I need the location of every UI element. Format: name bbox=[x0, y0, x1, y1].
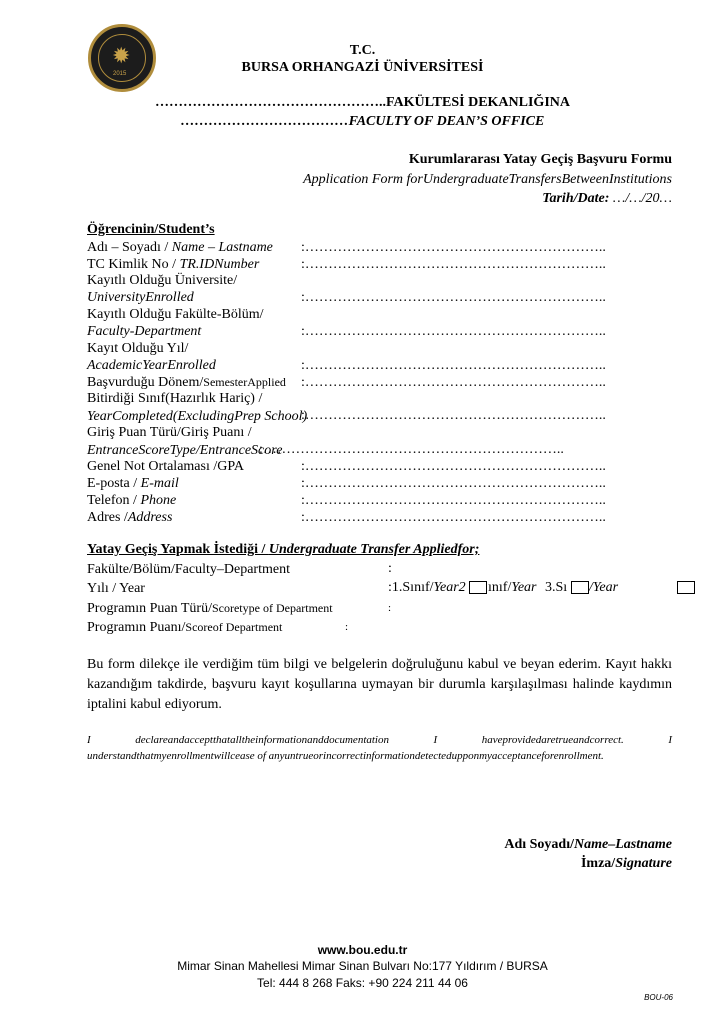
seal-year: 2015 bbox=[113, 71, 127, 77]
transfer-score-colon[interactable]: : bbox=[345, 621, 349, 633]
form-date bbox=[542, 191, 672, 207]
field-phone-tr: Telefon / bbox=[87, 493, 141, 508]
field-semester-tr: Başvurduğu Dönem/ bbox=[87, 375, 204, 390]
transfer-scoretype-colon[interactable]: : bbox=[388, 602, 392, 614]
field-entrance-input[interactable]: :……………………………………………………….. bbox=[259, 442, 564, 457]
field-address-input[interactable]: :……………………………………………………….. bbox=[301, 510, 606, 525]
transfer-heading-tr: Yatay Geçiş Yapmak İstediği / bbox=[87, 542, 269, 557]
year-option-1 bbox=[388, 580, 466, 596]
year-1-checkbox[interactable] bbox=[469, 581, 487, 594]
field-phone-input[interactable]: :……………………………………………………….. bbox=[301, 493, 606, 508]
transfer-faculty-colon[interactable]: : bbox=[388, 561, 392, 576]
footer-address: Mimar Sinan Mahellesi Mimar Sinan Bulvarı No:177 Yıldırım / BURSA bbox=[177, 959, 548, 973]
year-option-3-en: /Year bbox=[589, 580, 619, 595]
date-value: …/…/20… bbox=[609, 191, 672, 206]
field-faculty-input[interactable]: :……………………………………………………….. bbox=[301, 324, 606, 339]
transfer-heading-en: Undergraduate Transfer Appliedfor; bbox=[268, 542, 480, 557]
field-email-tr: E-posta / bbox=[87, 476, 141, 491]
field-address-en: Address bbox=[127, 510, 173, 525]
field-semester bbox=[87, 374, 286, 391]
transfer-score bbox=[87, 619, 282, 636]
declaration-en-line2: understandthatmyenrollmentwillcease of anyuntrueorincorrectinformationdetectedupponmyacceptanceforenrollment. bbox=[87, 750, 604, 762]
footer-website[interactable]: www.bou.edu.tr bbox=[317, 943, 408, 957]
field-phone-en: Phone bbox=[140, 493, 177, 508]
signature-name bbox=[504, 837, 672, 853]
field-semester-input[interactable]: :……………………………………………………….. bbox=[301, 375, 606, 390]
year-option-2-tr: ınıf/ bbox=[488, 580, 512, 595]
field-university-tr: Kayıtlı Olduğu Üniversite/ bbox=[87, 273, 238, 288]
header-faculty-tr: …………………………………………..FAKÜLTESİ DEKANLIĞINA bbox=[155, 95, 570, 110]
year-option-2 bbox=[488, 580, 537, 596]
transfer-faculty-label: Fakülte/Bölüm/Faculty–Department bbox=[87, 562, 290, 577]
field-name bbox=[87, 239, 273, 256]
transfer-scoretype-tr: Programın Puan Türü/ bbox=[87, 601, 212, 616]
signature-name-tr: Adı Soyadı/ bbox=[504, 837, 574, 852]
date-label: Tarih/Date: bbox=[542, 191, 610, 206]
maple-leaf-icon: ✹ bbox=[112, 43, 131, 68]
field-gpa-input[interactable]: :……………………………………………………….. bbox=[301, 459, 606, 474]
signature-name-en: Name–Lastname bbox=[574, 837, 672, 852]
field-year-enrolled-tr: Kayıt Olduğu Yıl/ bbox=[87, 341, 189, 356]
field-tc-id-input[interactable]: :……………………………………………………….. bbox=[301, 257, 606, 272]
field-year-completed-en: YearCompleted(ExcludingPrep School) bbox=[87, 409, 308, 424]
field-name-tr: Adı – Soyadı / bbox=[87, 240, 172, 255]
header-tc: T.C. bbox=[349, 43, 376, 58]
signature-sign-en: Signature bbox=[615, 856, 672, 871]
declaration-tr: Bu form dilekçe ile verdiğim tüm bilgi ve belgelerin doğruluğunu kabul ve beyan ederim. Kayıt hakkı kazandığım takdirde, başvuru kayıt koşullarına uymayan bir durumla karşılaşılması halinde kaydımın iptalini kabul ediyorum. bbox=[87, 657, 672, 712]
field-year-enrolled-en: AcademicYearEnrolled bbox=[87, 358, 216, 373]
field-name-en: Name – Lastname bbox=[171, 240, 273, 255]
field-semester-en: SemesterApplied bbox=[203, 375, 286, 389]
field-university-input[interactable]: :……………………………………………………….. bbox=[301, 290, 606, 305]
year-option-1-tr: :1.Sınıf/ bbox=[388, 580, 434, 595]
transfer-score-tr: Programın Puanı/ bbox=[87, 620, 186, 635]
transfer-scoretype-en: Scoretype of Department bbox=[211, 601, 333, 615]
footer-phone: Tel: 444 8 268 Faks: +90 224 211 44 06 bbox=[257, 976, 468, 990]
field-email-input[interactable]: :……………………………………………………….. bbox=[301, 476, 606, 491]
field-email-en: E-mail bbox=[140, 476, 179, 491]
field-year-enrolled-input[interactable]: :……………………………………………………….. bbox=[301, 358, 606, 373]
transfer-scoretype bbox=[87, 600, 333, 617]
field-entrance-tr: Giriş Puan Türü/Giriş Puanı / bbox=[87, 425, 252, 440]
header-university: BURSA ORHANGAZİ ÜNİVERSİTESİ bbox=[241, 60, 484, 75]
form-title-tr: Kurumlararası Yatay Geçiş Başvuru Formu bbox=[408, 152, 672, 167]
field-tc-id-tr: TC Kimlik No / bbox=[87, 257, 180, 272]
field-university-en: UniversityEnrolled bbox=[87, 290, 194, 305]
field-name-input[interactable]: :……………………………………………………….. bbox=[301, 240, 606, 255]
signature-sign-tr: İmza/ bbox=[580, 856, 616, 871]
field-faculty-en: Faculty-Department bbox=[87, 324, 202, 339]
year-2-checkbox[interactable] bbox=[571, 581, 589, 594]
footer-doc-code: BOU-06 bbox=[644, 993, 673, 1002]
field-gpa: Genel Not Ortalaması /GPA bbox=[87, 459, 244, 474]
field-faculty-tr: Kayıtlı Olduğu Fakülte-Bölüm/ bbox=[87, 307, 264, 322]
field-phone bbox=[87, 492, 176, 509]
form-title-en: Application Form forUndergraduateTransfersBetweenInstitutions bbox=[303, 172, 672, 187]
signature-sign bbox=[581, 856, 672, 872]
year-option-1-en: Year2 bbox=[433, 580, 466, 595]
field-email bbox=[87, 475, 179, 492]
transfer-year-label: Yılı / Year bbox=[87, 581, 145, 596]
field-year-completed-input[interactable]: :……………………………………………………….. bbox=[301, 408, 606, 423]
field-address-tr: Adres / bbox=[87, 510, 128, 525]
student-heading: Öğrencinin/Student’s bbox=[87, 222, 215, 237]
field-tc-id-en: TR.IDNumber bbox=[179, 257, 260, 272]
field-year-completed-tr: Bitirdiği Sınıf(Hazırlık Hariç) / bbox=[87, 391, 263, 406]
header-faculty-en: ………………………………FACULTY OF DEAN’S OFFICE bbox=[180, 114, 545, 129]
transfer-heading bbox=[87, 542, 479, 558]
field-address bbox=[87, 509, 172, 526]
field-entrance-en: EntranceScoreType/EntranceScore bbox=[87, 443, 283, 458]
declaration-en-line1: I declareandacceptthatalltheinformationanddocumentation I haveprovidedaretrueandcorrect. I bbox=[87, 734, 672, 746]
year-option-3: 3.Sı bbox=[545, 580, 568, 595]
transfer-score-en: Scoreof Department bbox=[185, 620, 283, 634]
year-option-2-en: Year bbox=[511, 580, 537, 595]
year-3-checkbox[interactable] bbox=[677, 581, 695, 594]
field-tc-id bbox=[87, 256, 259, 273]
